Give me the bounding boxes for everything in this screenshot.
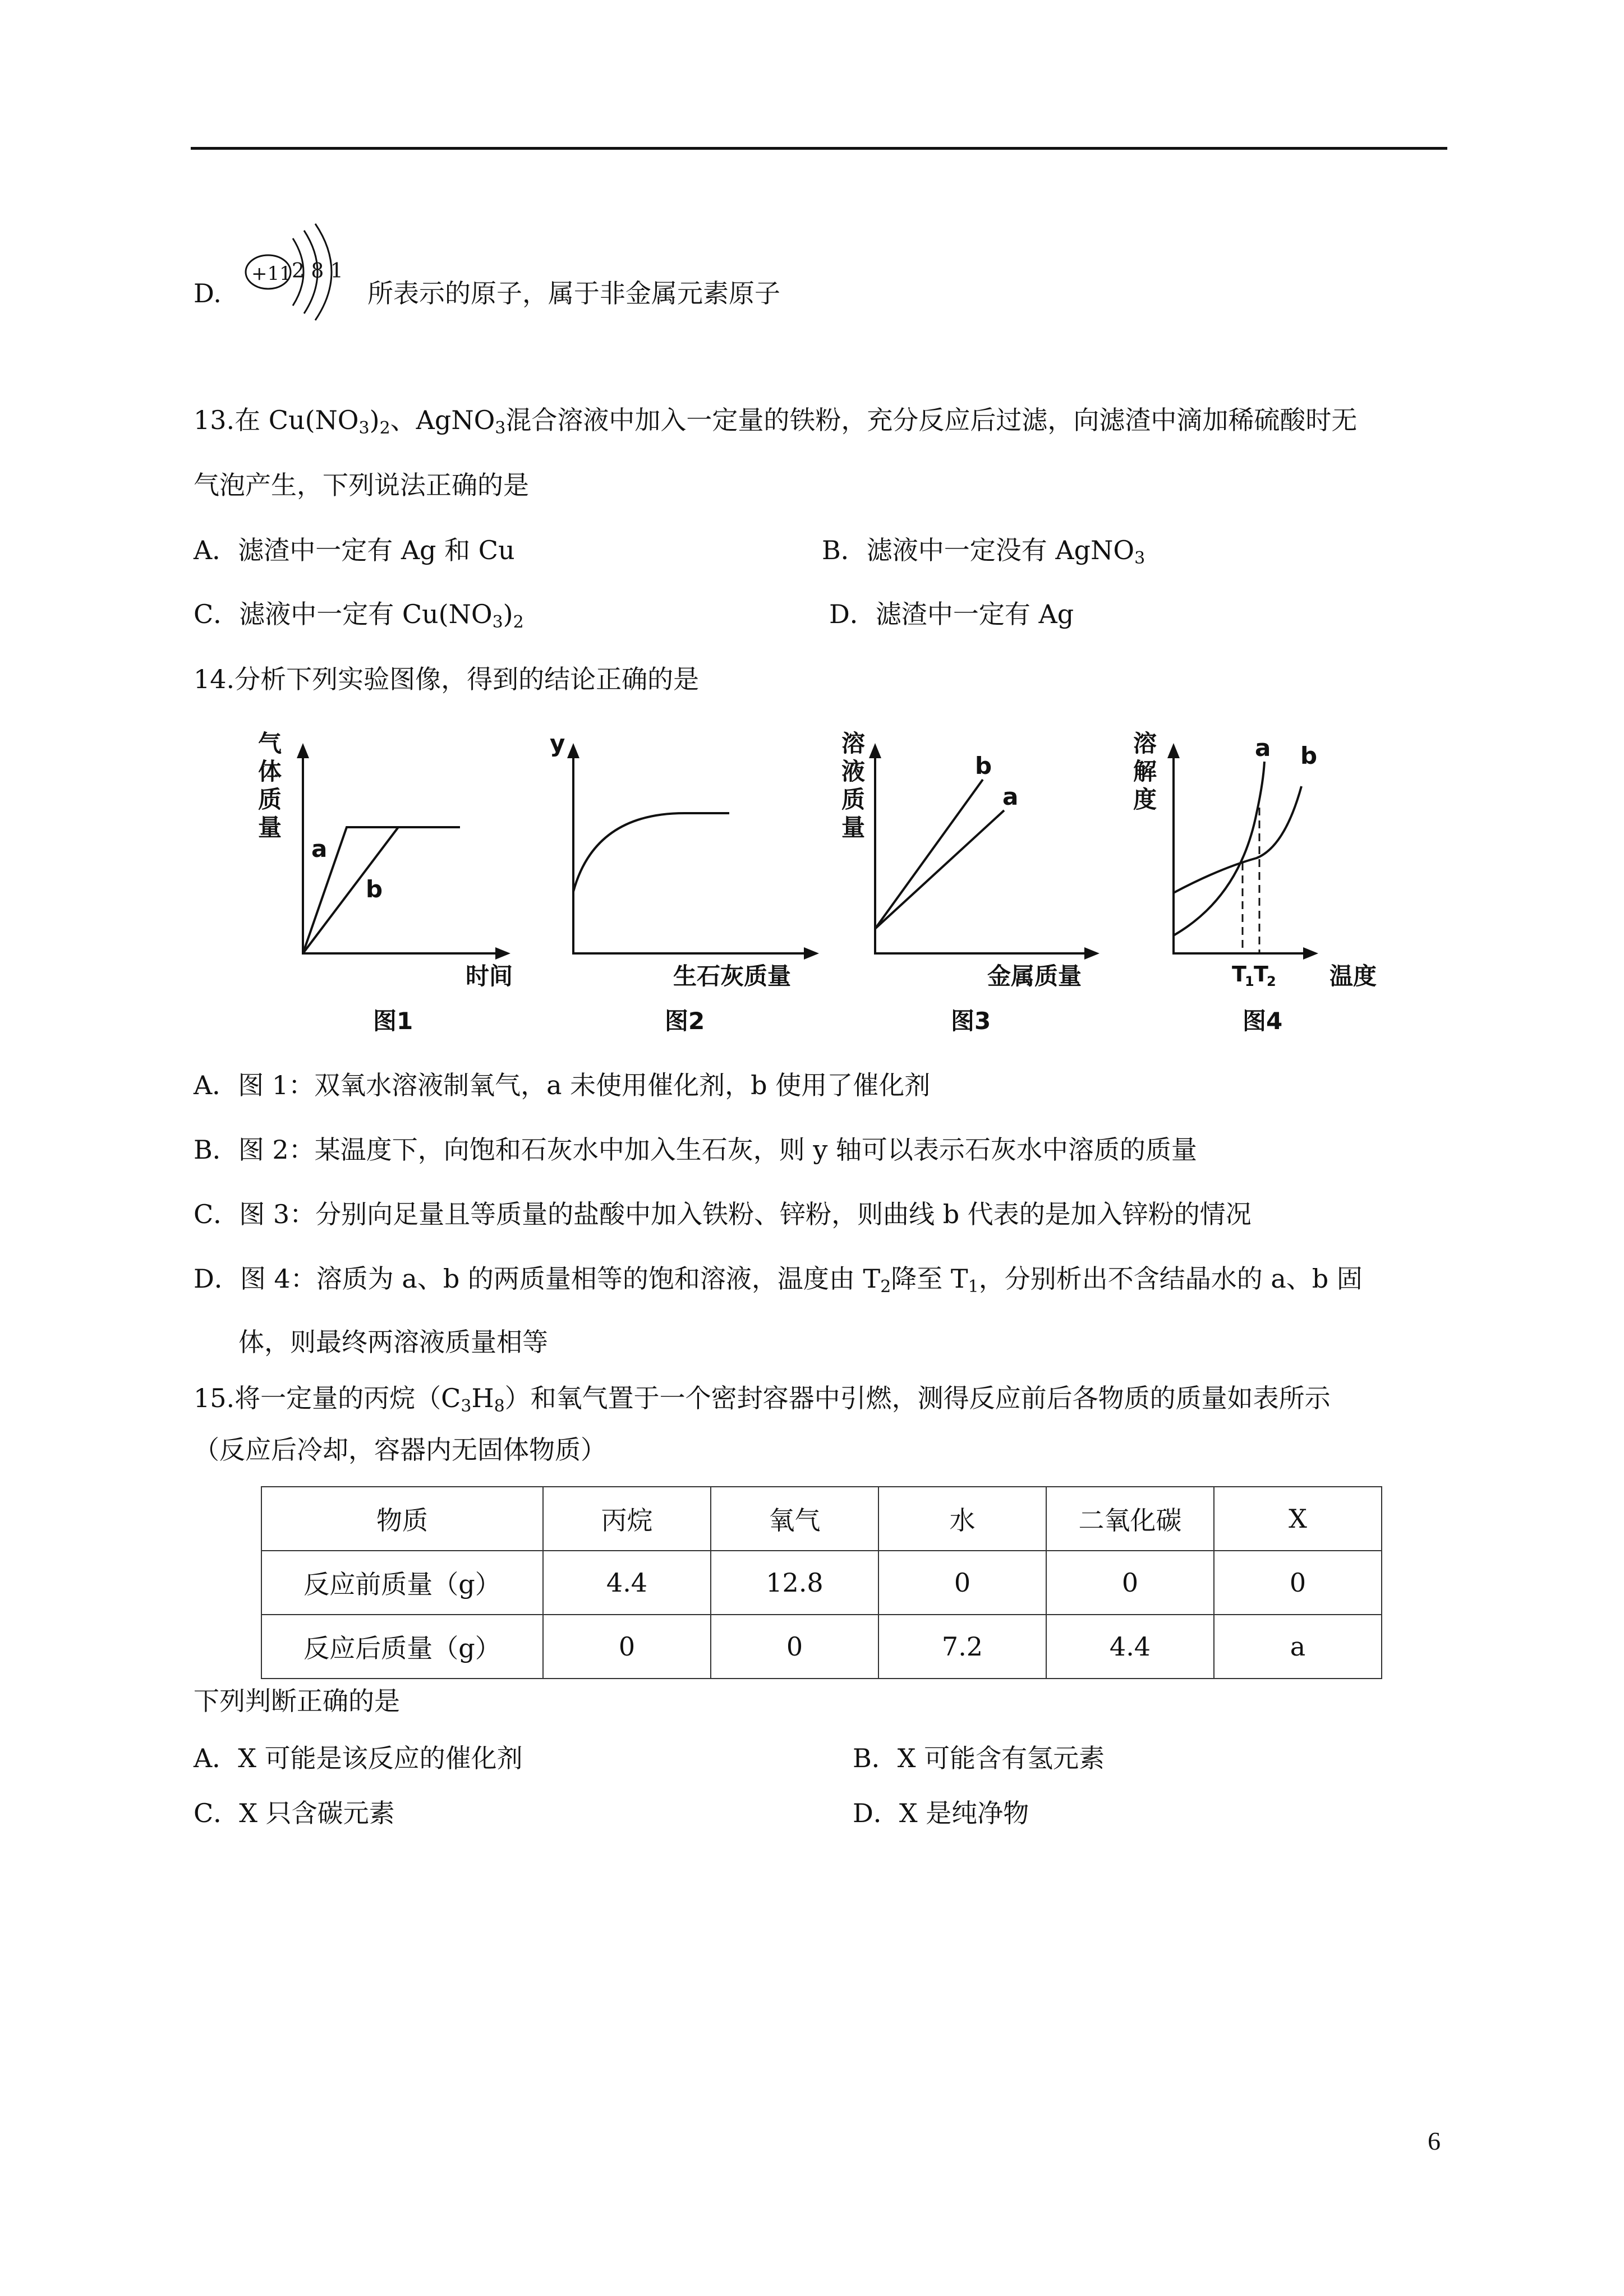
q13-option-d: D．滤渣中一定有 Ag	[829, 599, 1074, 629]
electron-counts: 2 8 1	[292, 260, 343, 283]
fig3-ylabel-char: 溶	[841, 730, 866, 757]
table-cell: 0	[543, 1615, 711, 1679]
fig4-ylabel-char: 解	[1133, 758, 1157, 785]
fig3-y-arrow	[869, 743, 881, 758]
table-header-cell: 水	[878, 1487, 1046, 1551]
fig2-xlabel: 生石灰质量	[673, 962, 792, 990]
fig4-xlabel: 温度	[1329, 962, 1377, 990]
fig3-caption: 图3	[951, 1007, 991, 1035]
fig2-ylabel: y	[550, 730, 565, 757]
table-cell: 4.4	[1046, 1615, 1214, 1679]
q15-option-c: C．X 只含碳元素	[194, 1798, 395, 1828]
fig3-line-a	[875, 810, 1004, 929]
fig4-tick-t2: T	[1254, 962, 1268, 986]
fig4-tick-t1: T	[1232, 962, 1246, 986]
fig4-ylabel-char: 溶	[1133, 730, 1157, 757]
fig1-series-label-a: a	[311, 835, 328, 863]
fig3-xlabel: 金属质量	[987, 962, 1082, 990]
table-row	[261, 1551, 1382, 1615]
fig4-tick-t2-sub: 2	[1267, 974, 1276, 989]
atom-structure-diagram	[241, 222, 353, 325]
table-cell: 0	[711, 1615, 878, 1679]
fig4-curve-b	[1174, 786, 1301, 893]
fig1-caption: 图1	[373, 1007, 413, 1035]
header-rule	[191, 147, 1447, 150]
q14-option-d-line2: 体，则最终两溶液质量相等	[238, 1327, 548, 1357]
fig3-x-arrow	[1084, 947, 1099, 960]
q15-option-b: B．X 可能含有氢元素	[853, 1743, 1105, 1773]
table-header-row	[261, 1487, 1382, 1551]
q15-option-d: D．X 是纯净物	[853, 1798, 1029, 1828]
table-cell: 7.2	[878, 1615, 1046, 1679]
q13-option-b: B．滤液中一定没有 AgNO$_3$	[822, 535, 1145, 568]
fig1-ylabel-char: 质	[258, 786, 282, 813]
fig3-ylabel-char: 量	[841, 814, 866, 841]
fig3-series-label-b: b	[975, 752, 992, 780]
fig4-ylabel-char: 度	[1133, 786, 1157, 813]
fig3-ylabel-char: 液	[841, 758, 866, 785]
table-cell: 反应后质量（g）	[261, 1615, 543, 1679]
q15-option-a: A．X 可能是该反应的催化剂	[194, 1743, 523, 1773]
table-cell: a	[1214, 1615, 1382, 1679]
table-cell: 0	[1046, 1551, 1214, 1615]
fig1-xlabel: 时间	[466, 962, 513, 990]
table-row	[261, 1615, 1382, 1679]
q14-option-a: A．图 1：双氧水溶液制氧气，a 未使用催化剂，b 使用了催化剂	[194, 1070, 931, 1100]
mass-table	[261, 1486, 1382, 1679]
fig4-y-arrow	[1167, 743, 1180, 758]
table-cell: 12.8	[711, 1551, 878, 1615]
fig1-ylabel-char: 气	[258, 730, 282, 757]
fig2-y-arrow	[567, 743, 579, 758]
fig1-series-label-b: b	[366, 875, 383, 903]
fig2-curve	[573, 813, 729, 892]
table-cell: 0	[1214, 1551, 1382, 1615]
figure-4	[1122, 723, 1425, 1051]
q13-option-c: C．滤液中一定有 $Cu(NO_3)_2$	[194, 599, 524, 632]
nucleus-charge: +11	[251, 262, 292, 285]
fig1-y-arrow	[297, 743, 309, 758]
fig2-x-arrow	[804, 947, 819, 960]
table-header-cell: 二氧化碳	[1046, 1487, 1214, 1551]
table-cell: 反应前质量（g）	[261, 1551, 543, 1615]
q12-option-d-text: 所表示的原子，属于非金属元素原子	[367, 278, 780, 308]
figure-2	[539, 723, 830, 1051]
q15-stem-line2: （反应后冷却，容器内无固体物质）	[194, 1435, 606, 1465]
fig4-tick-t1-sub: 1	[1245, 974, 1254, 989]
fig1-ylabel-char: 体	[258, 758, 282, 785]
table-cell: 4.4	[543, 1551, 711, 1615]
page-number: 6	[1428, 2127, 1441, 2155]
table-header-cell: 物质	[261, 1487, 543, 1551]
q14-stem: 14.分析下列实验图像，得到的结论正确的是	[194, 664, 700, 694]
q15-stem-line1: 15.将一定量的丙烷$(C_3H_8)$和氧气置于一个密封容器中引燃，测得反应前后各物质的质量如表所示	[194, 1383, 1331, 1416]
q14-option-d: D．图 4：溶质为 a、b 的两质量相等的饱和溶液，温度由 $T_2$降至 $T_1$，分别析出不含结晶水的 a、b 固	[194, 1264, 1363, 1297]
fig4-curve-a	[1174, 762, 1264, 935]
figure-3	[830, 723, 1122, 1051]
q14-option-b: B．图 2：某温度下，向饱和石灰水中加入生石灰，则 y 轴可以表示石灰水中溶质的质量	[194, 1135, 1197, 1165]
q13-option-a: A．滤渣中一定有 Ag 和 Cu	[194, 535, 515, 565]
fig3-series-label-a: a	[1002, 783, 1019, 810]
fig2-caption: 图2	[665, 1007, 705, 1035]
fig4-series-label-b: b	[1300, 742, 1318, 769]
q12-option-d-label: D.	[194, 278, 222, 308]
fig4-series-label-a: a	[1255, 734, 1271, 762]
fig1-ylabel-char: 量	[258, 814, 282, 841]
fig3-ylabel-char: 质	[841, 786, 866, 813]
q13-stem-line2: 气泡产生，下列说法正确的是	[194, 470, 529, 500]
fig1-x-arrow	[495, 947, 510, 960]
q13-stem-line1: 13.在 $Cu(NO_3)_2$、AgNO$_3$混合溶液中加入一定量的铁粉，充分反应后过滤，向滤渣中滴加稀硫酸时无	[194, 405, 1358, 438]
table-header-cell: X	[1214, 1487, 1382, 1551]
fig4-x-arrow	[1303, 947, 1318, 960]
fig3-line-b	[875, 780, 983, 929]
q15-prompt: 下列判断正确的是	[194, 1686, 400, 1716]
table-header-cell: 氧气	[711, 1487, 878, 1551]
figure-1	[247, 723, 539, 1051]
q14-option-c: C．图 3：分别向足量且等质量的盐酸中加入铁粉、锌粉，则曲线 b 代表的是加入锌粉的情况	[194, 1199, 1252, 1229]
table-header-cell: 丙烷	[543, 1487, 711, 1551]
fig4-caption: 图4	[1243, 1007, 1283, 1035]
table-cell: 0	[878, 1551, 1046, 1615]
